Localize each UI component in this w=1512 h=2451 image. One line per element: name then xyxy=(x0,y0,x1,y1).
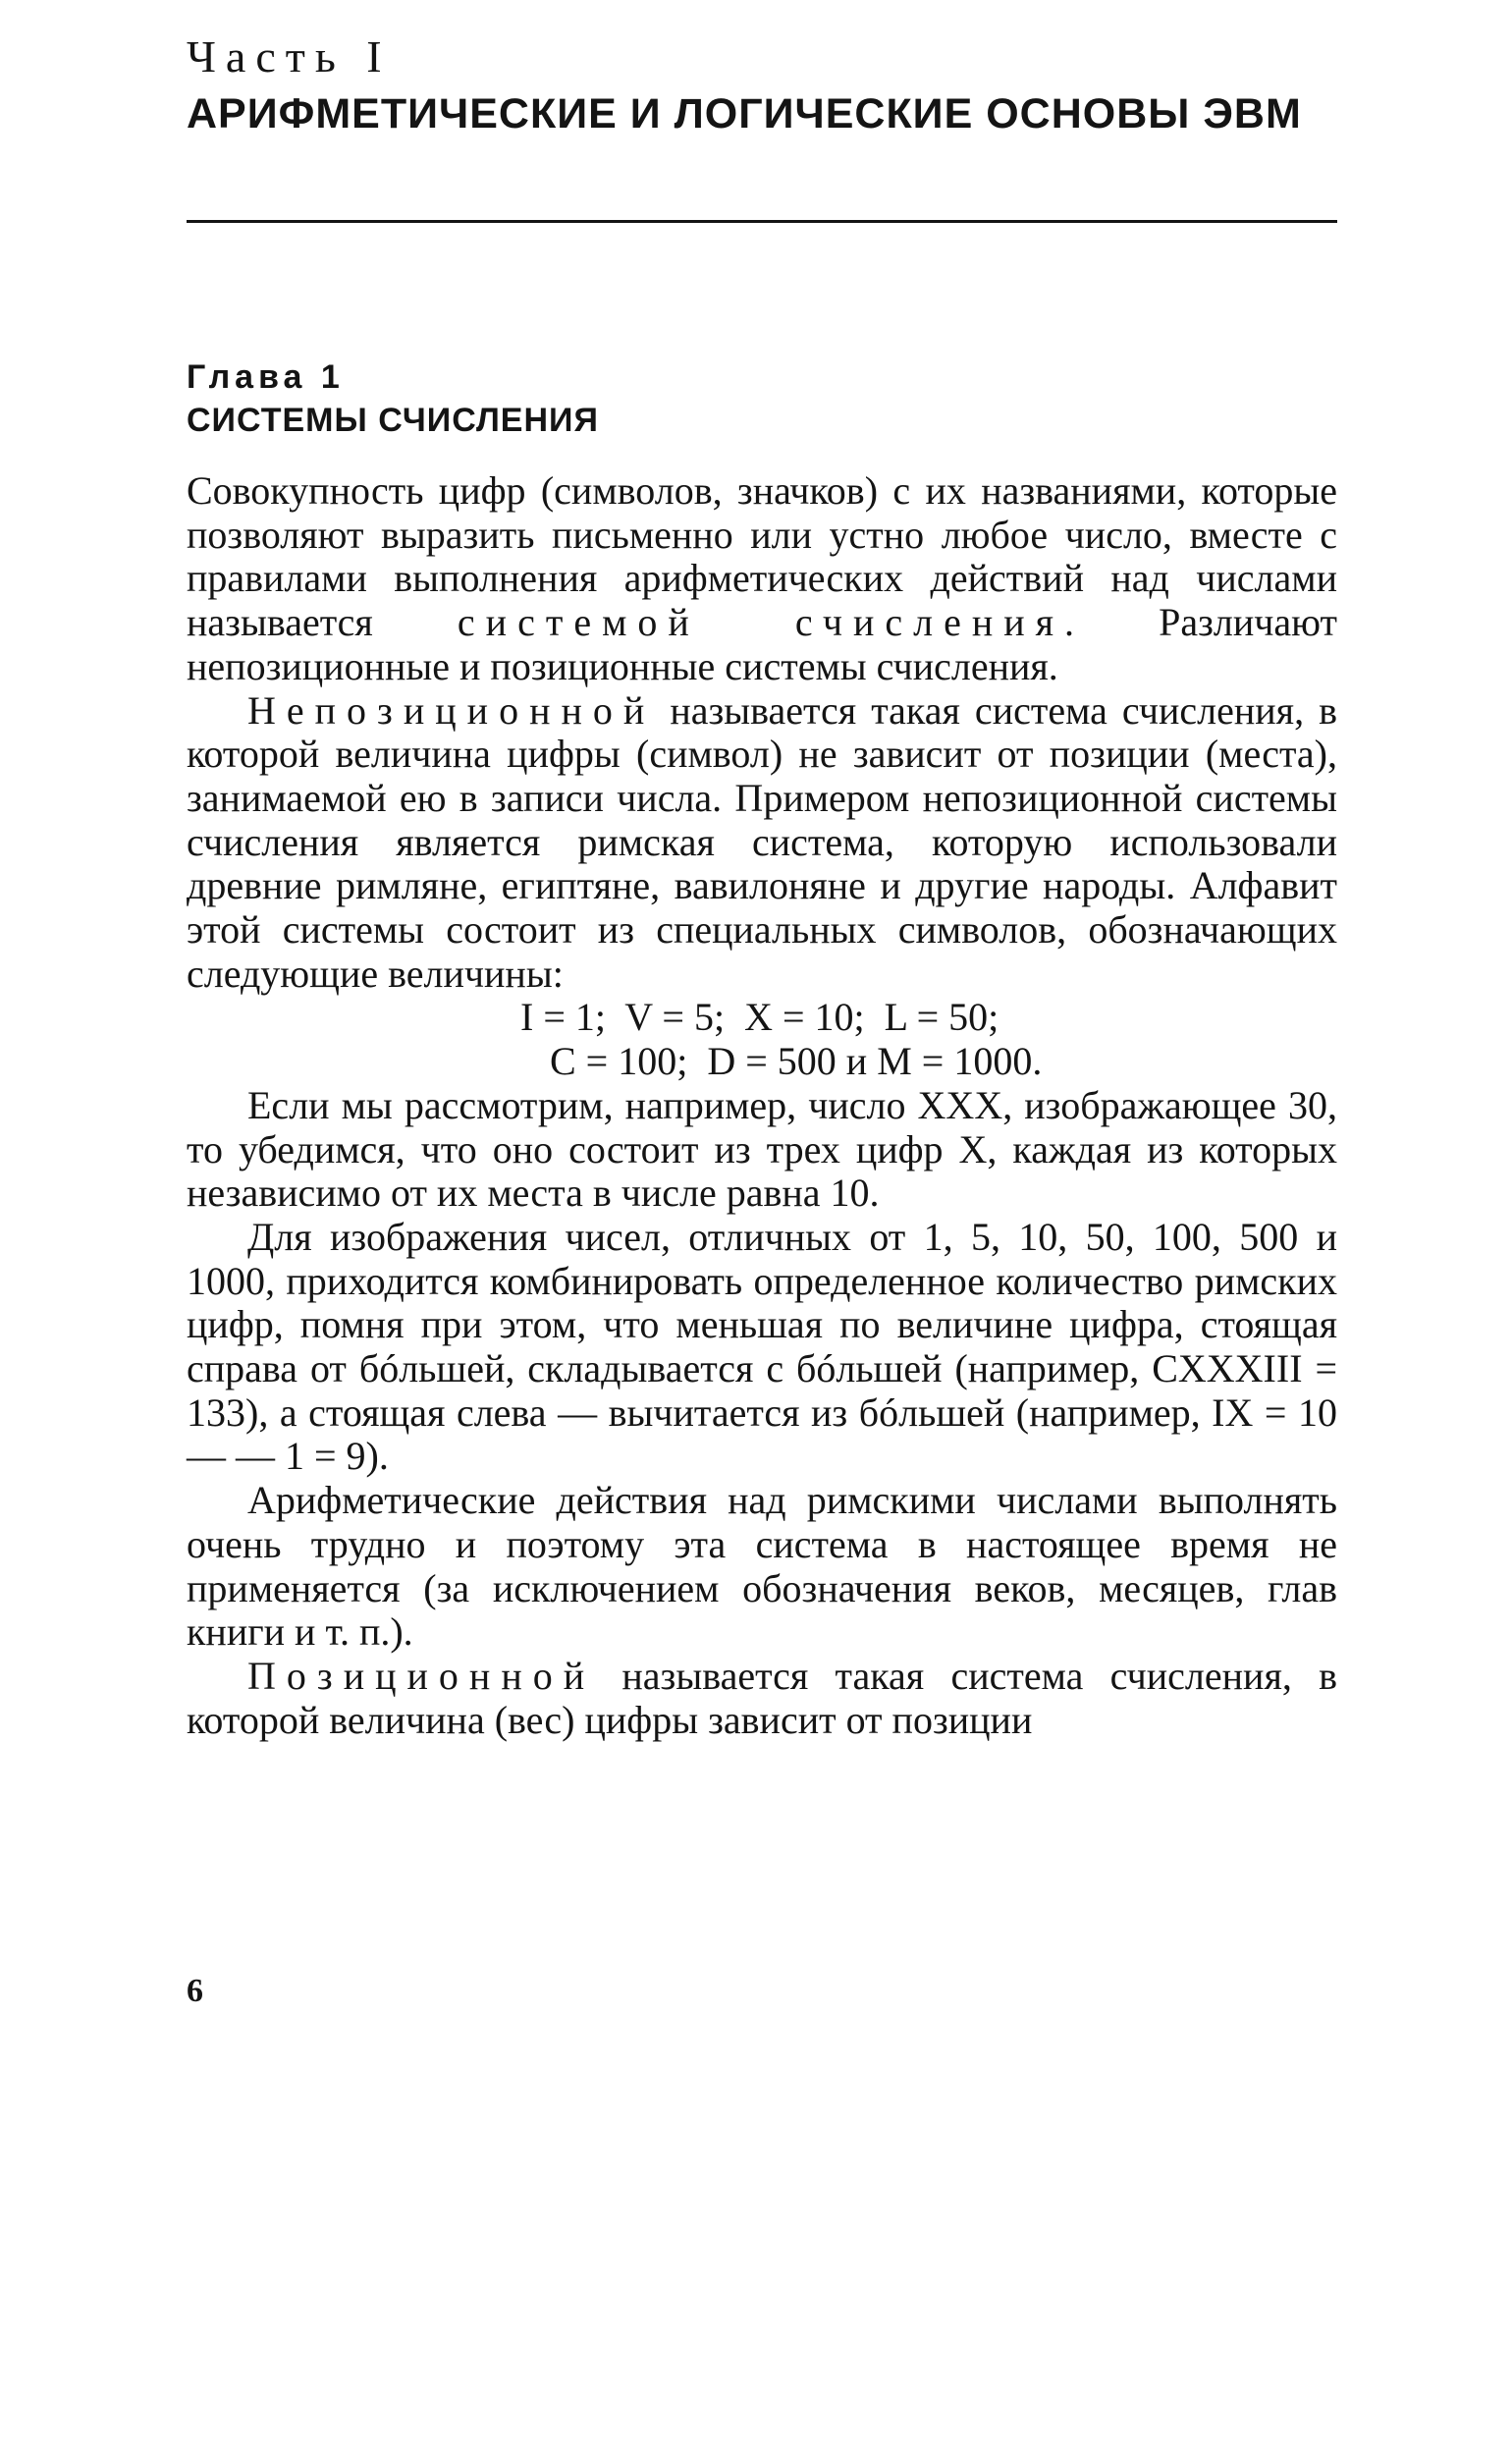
part-divider xyxy=(187,220,1337,223)
paragraph-text: называется такая система счисления, в которой величина цифры (символ) не зависит от позиции (места), занимаемой ею в записи числа. Примером непозиционной системы счисления является римская система, которую использовали древние римляне, египтяне, вавилоняне и другие народы. Алфавит этой системы состоит из специальных символов, обозначающих следующие величины: xyxy=(187,687,1337,996)
formula-line: I = 1; V = 5; X = 10; L = 50; xyxy=(520,995,999,1040)
paragraph-nonpositional xyxy=(187,689,1337,997)
formula-line: C = 100; D = 500 и M = 1000. xyxy=(550,1039,1043,1084)
paragraph-text: . Различают непозиционные и позиционные системы счисления. xyxy=(187,600,1338,688)
term-nonpositional: Непозиционной xyxy=(247,687,656,733)
part-title: АРИФМЕТИЧЕСКИЕ И ЛОГИЧЕСКИЕ ОСНОВЫ ЭВМ xyxy=(187,90,1302,137)
page-number: 6 xyxy=(187,1973,203,2009)
paragraph-arithmetic: Арифметические действия над римскими числами выполнять очень трудно и поэтому эта система в настоящее время не применяется (за исключением обозначения веков, месяцев, глав книги и т. п.). xyxy=(187,1478,1337,1655)
term-number-system: системой счисления xyxy=(457,600,1065,645)
paragraph-text: называется такая система счисления, в которой величина (вес) цифры зависит от позиции xyxy=(187,1653,1337,1742)
roman-numerals-formula xyxy=(187,996,1337,1083)
part-label: Часть I xyxy=(187,31,392,82)
term-positional: Позиционной xyxy=(247,1653,596,1698)
chapter-label: Глава 1 xyxy=(187,358,345,396)
paragraph-example: Если мы рассмотрим, например, число XXX, изображающее 30, то убедимся, что оно состоит из трех цифр X, каждая из которых независимо от их места в числе равна 10. xyxy=(187,1082,1337,1216)
chapter-title: СИСТЕМЫ СЧИСЛЕНИЯ xyxy=(187,402,599,439)
body-text xyxy=(187,469,1337,1742)
paragraph-definition xyxy=(187,469,1337,689)
paragraph-combination: Для изображения чисел, отличных от 1, 5, 10, 50, 100, 500 и 1000, приходится комбинировать определенное количество римских цифр, помня при этом, что меньшая по величине цифра, стоящая справа от бóльшей, складывается с бóльшей (например, CXXXIII = 133), а стоящая слева — вычитается из бóльшей (например, IX = 10 — — 1 = 9). xyxy=(187,1214,1337,1479)
paragraph-positional xyxy=(187,1655,1337,1742)
paragraph-text: Совокупность цифр (символов, значков) с их названиями, которые позволяют выразить письменно или устно любое число, вместе с правилами выполнения арифметических действий над числами называется xyxy=(187,468,1337,645)
